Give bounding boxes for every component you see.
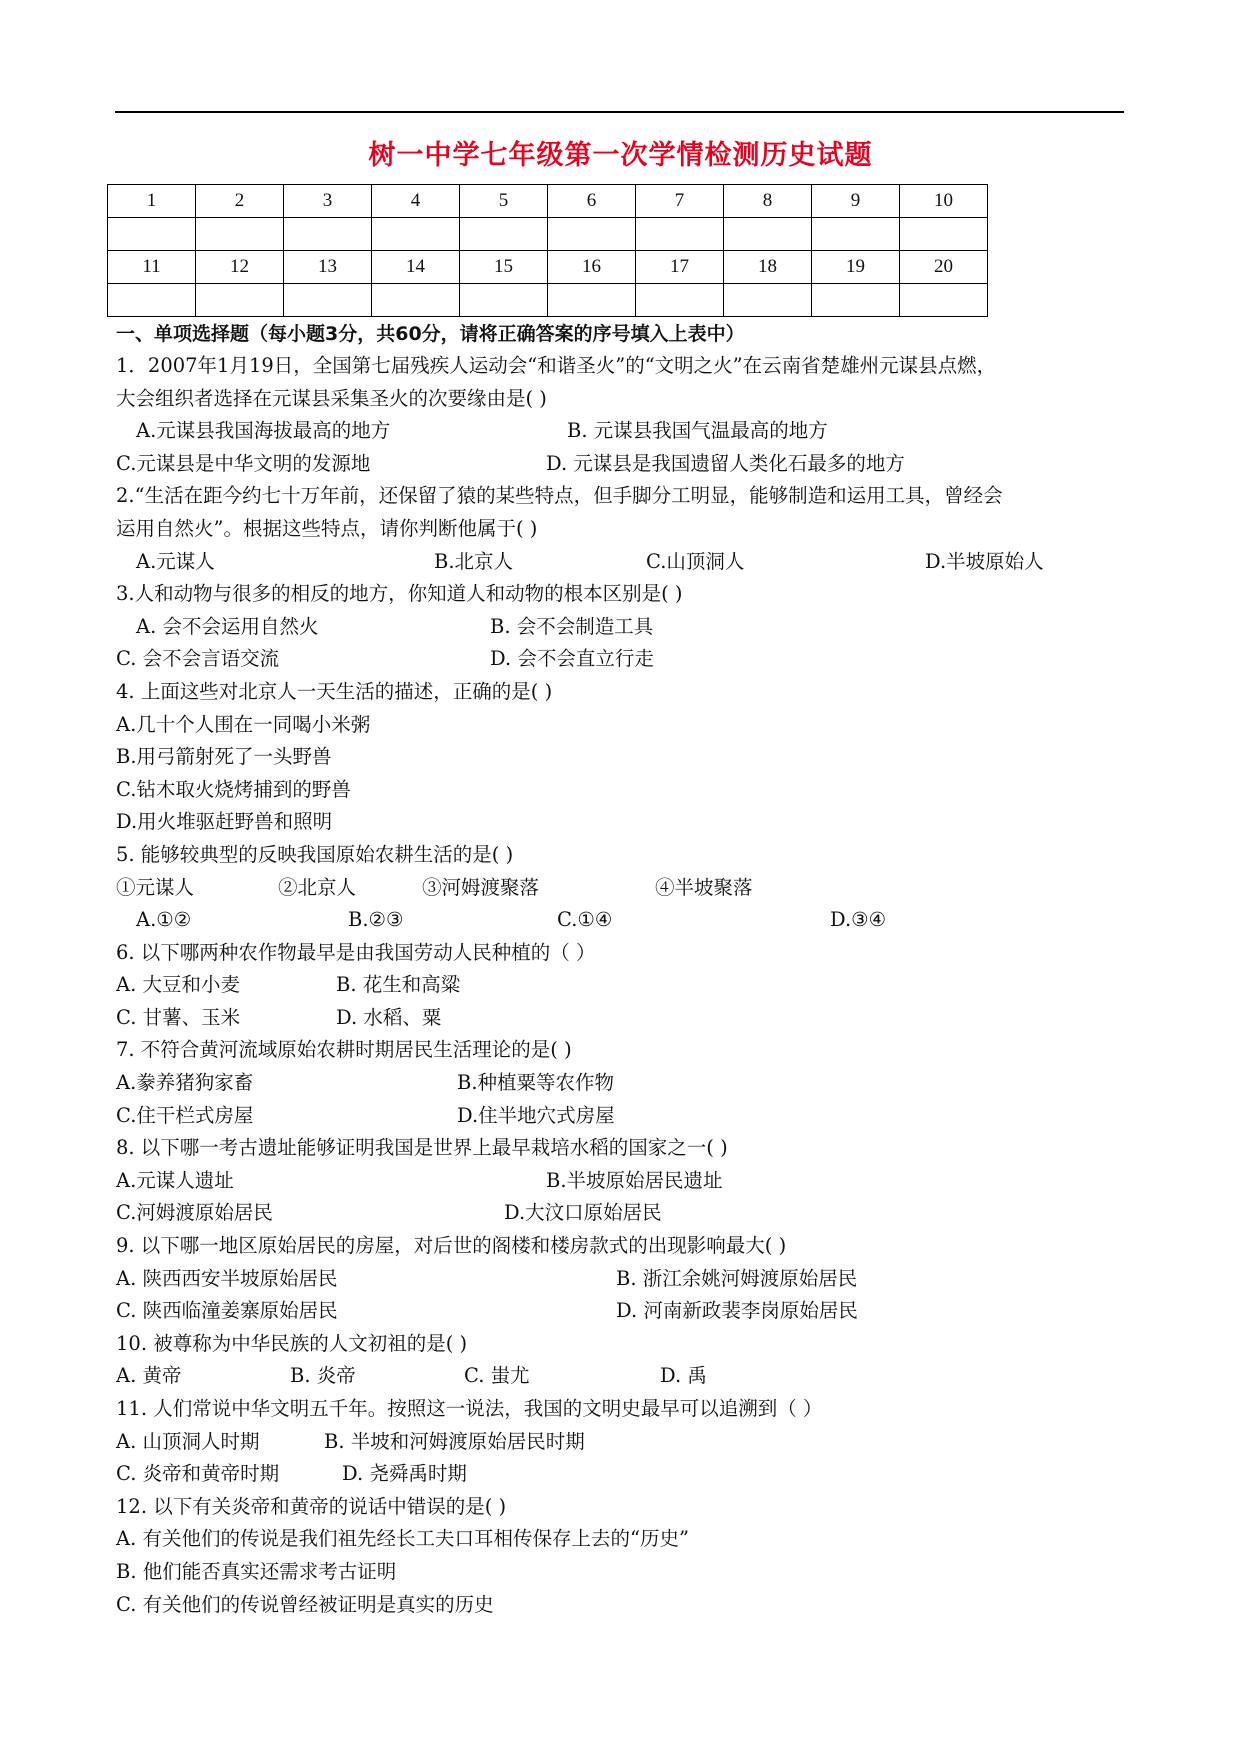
answer-cell[interactable] <box>284 218 372 251</box>
option-b: B. 浙江余姚河姆渡原始居民 <box>616 1266 858 1290</box>
answer-cell[interactable] <box>724 284 812 317</box>
option-d: D.③④ <box>830 908 887 932</box>
question-stem: 8. 以下哪一考古遗址能够证明我国是世界上最早栽培水稻的国家之一( ) <box>116 1136 728 1160</box>
option-row <box>116 643 1126 676</box>
answer-number: 7 <box>636 185 724 218</box>
answer-cell[interactable] <box>460 284 548 317</box>
option-d: D. 元谋县是我国遗留人类化石最多的地方 <box>546 451 905 475</box>
answer-number: 15 <box>460 251 548 284</box>
option-c: C. 陕西临潼姜寨原始居民 <box>116 1299 338 1323</box>
option-d: D. 河南新政裴李岗原始居民 <box>616 1299 858 1323</box>
answer-cell[interactable] <box>108 284 196 317</box>
option-c: C.河姆渡原始居民 <box>116 1201 273 1225</box>
question-stem: 5. 能够较典型的反映我国原始农耕生活的是( ) <box>116 842 514 866</box>
option-d: D.大汶口原始居民 <box>504 1201 662 1225</box>
question-stem: 12. 以下有关炎帝和黄帝的说话中错误的是( ) <box>116 1494 507 1518</box>
option-row <box>116 1165 1126 1198</box>
answer-number: 11 <box>108 251 196 284</box>
answer-number: 3 <box>284 185 372 218</box>
option-b: B. 炎帝 <box>290 1364 356 1388</box>
answer-number-row <box>108 251 988 284</box>
option-c: C.住干栏式房屋 <box>116 1103 254 1127</box>
option-a: A. 陕西西安半坡原始居民 <box>116 1266 338 1290</box>
option-c: C.元谋县是中华文明的发源地 <box>116 451 371 475</box>
option-a: A.豢养猪狗家畜 <box>116 1071 254 1095</box>
answer-cell[interactable] <box>812 218 900 251</box>
option-d: D. 水稻、粟 <box>336 1005 442 1029</box>
option-a: A. 大豆和小麦 <box>116 973 240 997</box>
option-a: A.元谋县我国海拔最高的地方 <box>136 419 391 443</box>
item-1: ①元谋人 <box>116 875 195 899</box>
item-2: ②北京人 <box>278 875 357 899</box>
answer-number: 8 <box>724 185 812 218</box>
option-a: A.几十个人围在一同喝小米粥 <box>116 712 371 736</box>
answer-number: 9 <box>812 185 900 218</box>
option-b: B. 会不会制造工具 <box>490 614 654 638</box>
answer-number: 14 <box>372 251 460 284</box>
answer-cell[interactable] <box>108 218 196 251</box>
option-a: A.元谋人 <box>136 549 215 573</box>
answer-number: 13 <box>284 251 372 284</box>
answer-cell[interactable] <box>548 284 636 317</box>
option-row <box>116 1100 1126 1133</box>
question-stem: 7. 不符合黄河流域原始农耕时期居民生活理论的是( ) <box>116 1038 572 1062</box>
answer-blank-row <box>108 218 988 251</box>
question-stem: 9. 以下哪一地区原始居民的房屋，对后世的阁楼和楼房款式的出现影响最大( ) <box>116 1234 787 1258</box>
option-a: A.①② <box>136 908 192 932</box>
answer-number: 19 <box>812 251 900 284</box>
answer-number: 18 <box>724 251 812 284</box>
option-row <box>116 1458 1126 1491</box>
answer-number: 2 <box>196 185 284 218</box>
option-b: B.北京人 <box>434 549 514 573</box>
answer-cell[interactable] <box>460 218 548 251</box>
question-stem: 10. 被尊称为中华民族的人文初祖的是( ) <box>116 1331 468 1355</box>
question-stem: 运用自然火”。根据这些特点，请你判断他属于( ) <box>116 516 538 540</box>
option-c: C. 炎帝和黄帝时期 <box>116 1462 280 1486</box>
option-c: C. 蚩尤 <box>464 1364 530 1388</box>
option-row <box>116 1295 1126 1328</box>
page-title: 树一中学七年级第一次学情检测历史试题 <box>368 140 873 171</box>
option-row <box>116 1002 1126 1035</box>
option-b: B.用弓箭射死了一头野兽 <box>116 745 332 769</box>
answer-number-row <box>108 185 988 218</box>
option-c: C. 有关他们的传说曾经被证明是真实的历史 <box>116 1592 494 1616</box>
question-list <box>116 318 1126 1621</box>
answer-cell[interactable] <box>372 284 460 317</box>
answer-cell[interactable] <box>284 284 372 317</box>
answer-cell[interactable] <box>196 284 284 317</box>
option-row <box>116 448 1126 481</box>
answer-number: 10 <box>900 185 988 218</box>
answer-cell[interactable] <box>196 218 284 251</box>
option-d: D.半坡原始人 <box>925 549 1044 573</box>
option-a: A. 黄帝 <box>116 1364 182 1388</box>
answer-cell[interactable] <box>812 284 900 317</box>
answer-table <box>107 184 988 317</box>
option-a: A. 有关他们的传说是我们祖先经长工夫口耳相传保存上去的“历史” <box>116 1527 689 1551</box>
question-stem: 2.“生活在距今约七十万年前，还保留了猿的某些特点，但手脚分工明显，能够制造和运用工具，曾经会 <box>116 484 1003 508</box>
option-row <box>116 969 1126 1002</box>
option-b: B. 花生和高粱 <box>336 973 461 997</box>
item-row <box>116 872 1126 905</box>
option-d: D.住半地穴式房屋 <box>457 1103 615 1127</box>
option-b: B.半坡原始居民遗址 <box>546 1168 723 1192</box>
option-d: D. 会不会直立行走 <box>490 647 654 671</box>
answer-blank-row <box>108 284 988 317</box>
item-3: ③河姆渡聚落 <box>422 875 540 899</box>
question-stem: 6. 以下哪两种农作物最早是由我国劳动人民种植的（ ） <box>116 940 596 964</box>
answer-number: 16 <box>548 251 636 284</box>
answer-cell[interactable] <box>372 218 460 251</box>
option-row <box>116 611 1126 644</box>
option-c: C.山顶洞人 <box>646 549 745 573</box>
answer-cell[interactable] <box>724 218 812 251</box>
answer-cell[interactable] <box>548 218 636 251</box>
option-row <box>116 904 1126 937</box>
answer-number: 6 <box>548 185 636 218</box>
item-4: ④半坡聚落 <box>655 875 753 899</box>
option-b: B. 半坡和河姆渡原始居民时期 <box>324 1429 585 1453</box>
answer-number: 20 <box>900 251 988 284</box>
option-row <box>116 1263 1126 1296</box>
option-a: A. 会不会运用自然火 <box>136 614 319 638</box>
question-stem: 大会组织者选择在元谋县采集圣火的次要缘由是( ) <box>116 386 547 410</box>
section-heading: 一、单项选择题（每小题3分，共60分，请将正确答案的序号填入上表中） <box>116 323 745 345</box>
option-c: C.①④ <box>557 908 613 932</box>
answer-number: 12 <box>196 251 284 284</box>
header-rule <box>115 111 1124 113</box>
answer-number: 4 <box>372 185 460 218</box>
option-c: C. 会不会言语交流 <box>116 647 280 671</box>
question-stem: 1．2007年1月19日，全国第七届残疾人运动会“和谐圣火”的“文明之火”在云南省楚雄州元谋县点燃， <box>116 354 997 377</box>
answer-cell[interactable] <box>900 284 988 317</box>
question-stem: 11. 人们常说中华文明五千年。按照这一说法，我国的文明史最早可以追溯到（ ） <box>116 1397 823 1420</box>
option-row <box>116 546 1126 579</box>
option-c: C.钻木取火烧烤捕到的野兽 <box>116 777 351 801</box>
option-row <box>116 1067 1126 1100</box>
question-stem: 3.人和动物与很多的相反的地方，你知道人和动物的根本区别是( ) <box>116 582 683 606</box>
option-b: B.②③ <box>348 908 404 932</box>
answer-cell[interactable] <box>636 218 724 251</box>
option-row <box>116 415 1126 448</box>
option-row <box>116 1197 1126 1230</box>
option-b: B. 元谋县我国气温最高的地方 <box>567 419 828 443</box>
question-stem: 4. 上面这些对北京人一天生活的描述，正确的是( ) <box>116 679 553 703</box>
answer-cell[interactable] <box>636 284 724 317</box>
option-b: B. 他们能否真实还需求考古证明 <box>116 1559 397 1583</box>
answer-number: 17 <box>636 251 724 284</box>
option-d: D. 尧舜禹时期 <box>342 1462 467 1486</box>
option-d: D. 禹 <box>660 1364 707 1388</box>
answer-number: 5 <box>460 185 548 218</box>
option-row <box>116 1426 1126 1459</box>
option-c: C. 甘薯、玉米 <box>116 1005 241 1029</box>
answer-number: 1 <box>108 185 196 218</box>
option-a: A.元谋人遗址 <box>116 1168 234 1192</box>
answer-cell[interactable] <box>900 218 988 251</box>
option-row <box>116 1360 1126 1393</box>
option-b: B.种植粟等农作物 <box>457 1071 615 1095</box>
option-d: D.用火堆驱赶野兽和照明 <box>116 810 333 834</box>
option-a: A. 山顶洞人时期 <box>116 1429 260 1453</box>
